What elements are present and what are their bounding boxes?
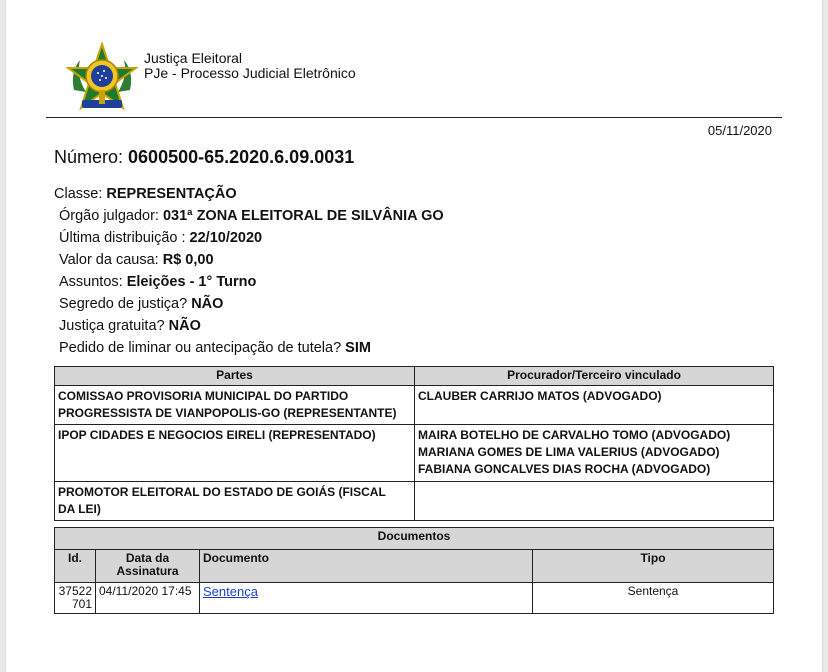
- field-classe: [54, 186, 237, 202]
- field-justica-gratuita: [59, 318, 201, 334]
- field-value: NÃO: [191, 296, 224, 312]
- header-line: Data da: [125, 551, 170, 565]
- table-row: [55, 425, 774, 482]
- process-number: [54, 147, 354, 168]
- table-row: [55, 386, 774, 425]
- parte-cell: [55, 386, 415, 425]
- parte-line: PROGRESSISTA DE VIANPOPOLIS-GO (REPRESENTANTE): [58, 406, 397, 420]
- id-line: 37522: [58, 584, 92, 598]
- field-label: Valor da causa:: [59, 252, 163, 268]
- column-header-partes: Partes: [55, 367, 415, 386]
- documentos-table: [54, 527, 774, 614]
- process-number-label: Número:: [54, 147, 129, 167]
- procurador-line: MARIANA GOMES DE LIMA VALERIUS (ADVOGADO): [418, 445, 720, 459]
- parte-line: COMISSAO PROVISORIA MUNICIPAL DO PARTIDO: [58, 389, 349, 403]
- field-value: R$ 0,00: [162, 252, 214, 268]
- document-link[interactable]: Sentença: [203, 584, 258, 599]
- field-label: Classe:: [54, 186, 107, 202]
- field-label: Justiça gratuita?: [59, 318, 169, 334]
- procurador-line: CLAUBER CARRIJO MATOS (ADVOGADO): [418, 389, 662, 403]
- field-value: SIM: [345, 340, 371, 356]
- field-ultima-distribuicao: [59, 230, 262, 246]
- header-line: Assinatura: [116, 564, 179, 578]
- procurador-cell: [415, 482, 774, 521]
- document-id-cell: [55, 583, 96, 614]
- procurador-cell: [415, 425, 774, 482]
- header-system: PJe - Processo Judicial Eletrônico: [144, 65, 356, 81]
- field-value: 22/10/2020: [189, 230, 263, 246]
- document-name-cell: [200, 583, 533, 614]
- column-header-procurador: Procurador/Terceiro vinculado: [415, 367, 774, 386]
- field-value: REPRESENTAÇÃO: [106, 186, 237, 202]
- field-orgao-julgador: [59, 208, 444, 224]
- field-segredo-justica: [59, 296, 223, 312]
- field-label: Última distribuição :: [59, 230, 190, 246]
- table-header-row: [55, 550, 774, 583]
- field-value: Eleições - 1° Turno: [126, 274, 257, 290]
- document-type-cell: Sentença: [533, 583, 774, 614]
- table-row: [55, 583, 774, 614]
- field-label: Órgão julgador:: [59, 208, 163, 224]
- parte-line: DA LEI): [58, 502, 101, 516]
- field-label: Assuntos:: [59, 274, 127, 290]
- column-header-tipo: Tipo: [533, 550, 774, 583]
- document-date-cell: 04/11/2020 17:45: [96, 583, 200, 614]
- table-header-row: [55, 367, 774, 386]
- field-assuntos: [59, 274, 256, 290]
- field-label: Segredo de justiça?: [59, 296, 192, 312]
- document-date: 05/11/2020: [707, 123, 772, 138]
- procurador-line: FABIANA GONCALVES DIAS ROCHA (ADVOGADO): [418, 462, 711, 476]
- table-row: [55, 482, 774, 521]
- column-header-id: Id.: [55, 550, 96, 583]
- parte-cell: [55, 425, 415, 482]
- field-label: Pedido de liminar ou antecipação de tutela?: [59, 340, 346, 356]
- parte-line: PROMOTOR ELEITORAL DO ESTADO DE GOIÁS (FISCAL: [58, 485, 386, 499]
- documentos-caption: Documentos: [55, 528, 774, 550]
- document-page: [6, 0, 822, 672]
- column-header-documento: Documento: [200, 550, 533, 583]
- process-number-value: 0600500-65.2020.6.09.0031: [128, 147, 355, 167]
- table-caption-row: [55, 528, 774, 550]
- id-line: 701: [71, 597, 92, 611]
- procurador-cell: [415, 386, 774, 425]
- brazil-coat-of-arms-icon: [66, 42, 138, 114]
- field-pedido-liminar: [59, 340, 371, 356]
- column-header-data-assinatura: [96, 550, 200, 583]
- header-divider: [46, 117, 782, 118]
- parte-cell: [55, 482, 415, 521]
- parte-line: IPOP CIDADES E NEGOCIOS EIRELI (REPRESENTADO): [58, 428, 376, 442]
- procurador-line: MAIRA BOTELHO DE CARVALHO TOMO (ADVOGADO): [418, 428, 731, 442]
- field-valor-causa: [59, 252, 214, 268]
- header-institution: Justiça Eleitoral: [144, 50, 243, 66]
- field-value: 031ª ZONA ELEITORAL DE SILVÂNIA GO: [162, 208, 444, 224]
- partes-table: [54, 366, 774, 521]
- field-value: NÃO: [168, 318, 201, 334]
